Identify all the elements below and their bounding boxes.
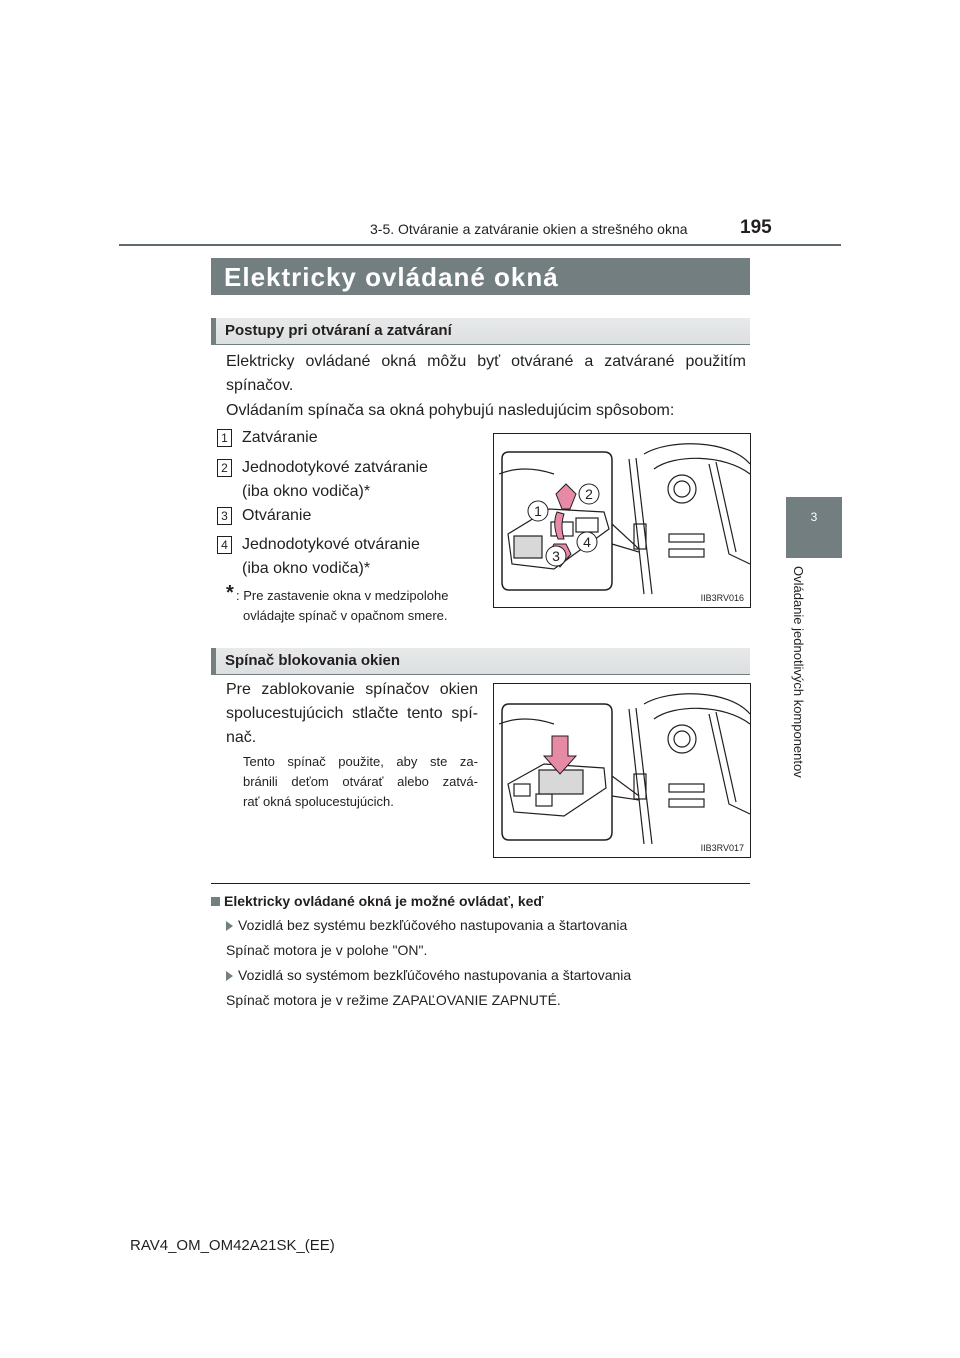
notes-text: Spínač motora je v polohe "ON". [226, 942, 428, 958]
step-number-3: 3 [217, 507, 232, 525]
footnote-text-2: ovládajte spínač v opačnom smere. [243, 608, 448, 623]
intro-paragraph: Elektricky ovládané okná môžu byť otvárané a zatvárané použitím spínačov. [226, 353, 746, 394]
list-item [217, 504, 312, 528]
lock-paragraph-line3: nač. [226, 729, 257, 746]
chapter-tab [786, 497, 842, 558]
chapter-tab-label-wrap [790, 566, 810, 806]
list-item-text-2: (iba okno vodiča)* [242, 560, 371, 577]
notes-subheading: Vozidlá so systémom bezkľúčového nastupovania a štartovania [238, 967, 632, 983]
callout-4: 4 [583, 534, 591, 550]
step-number-4: 4 [217, 536, 232, 554]
list-item-text: Otváranie [242, 507, 312, 524]
list-item [217, 533, 420, 577]
window-switch-illustration [494, 434, 750, 607]
figure-id: IIB3RV017 [700, 843, 744, 853]
chapter-tab-number: 3 [810, 510, 818, 524]
header-rule [119, 244, 841, 246]
page-title: Elektricky ovládané okná [224, 262, 559, 292]
footnote-mark: * [226, 582, 234, 604]
lock-paragraph-line2: spolucestujúcich stlačte tento spí- [226, 705, 478, 722]
callout-1: 1 [534, 503, 542, 519]
chapter-heading: 3-5. Otváranie a zatváranie okien a strešného okna [370, 221, 688, 237]
triangle-bullet-icon [226, 921, 233, 931]
list-item [217, 456, 428, 500]
notes-heading-row [211, 893, 543, 909]
square-bullet-icon [211, 897, 220, 906]
section-heading-bar [211, 318, 750, 344]
list-item [217, 426, 318, 450]
notes-heading: Elektricky ovládané okná je možné ovládať, keď [224, 893, 544, 909]
chapter-tab-label: Ovládanie jednotlivých komponentov [791, 566, 806, 778]
list-item-text-2: (iba okno vodiča)* [242, 483, 371, 500]
page-title-bar [211, 258, 750, 295]
triangle-bullet-icon [226, 971, 233, 981]
document-code: RAV4_OM_OM42A21SK_(EE) [130, 1237, 335, 1254]
figure-id: IIB3RV016 [700, 593, 744, 603]
window-lock-figure [493, 683, 751, 858]
callout-2: 2 [585, 486, 593, 502]
section-heading: Spínač blokovania okien [225, 652, 401, 669]
notes-subheading: Vozidlá bez systému bezkľúčového nastupovania a štartovania [238, 917, 628, 933]
list-item-text: Jednodotykové otváranie [242, 536, 420, 553]
notes-subheading-row [226, 917, 627, 933]
window-switch-figure [493, 433, 751, 608]
list-item-text: Zatváranie [242, 429, 318, 446]
lock-note-line2: bránili deťom otvárať alebo zatvá- [243, 774, 478, 789]
section-heading-bar [211, 648, 750, 674]
lock-note-line1: Tento spínač použite, aby ste za- [243, 754, 478, 769]
window-lock-illustration [494, 684, 750, 857]
step-number-1: 1 [217, 429, 232, 447]
intro-paragraph-2: Ovládaním spínača sa okná pohybujú nasledujúcim spôsobom: [226, 402, 675, 419]
page-number: 195 [740, 217, 772, 238]
callout-3: 3 [552, 548, 560, 564]
step-number-2: 2 [217, 459, 232, 477]
notes-subheading-row [226, 967, 631, 983]
list-item-text: Jednodotykové zatváranie [242, 459, 428, 476]
section-heading: Postupy pri otváraní a zatváraní [225, 322, 452, 339]
footnote-text: : Pre zastavenie okna v medzipolohe [236, 588, 449, 603]
lock-note-line3: rať okná spolucestujúcich. [243, 794, 394, 809]
lock-paragraph-line1: Pre zablokovanie spínačov okien [226, 681, 478, 698]
notes-text: Spínač motora je v režime ZAPAĽOVANIE ZAPNUTÉ. [226, 992, 561, 1008]
notes-rule [211, 883, 750, 884]
